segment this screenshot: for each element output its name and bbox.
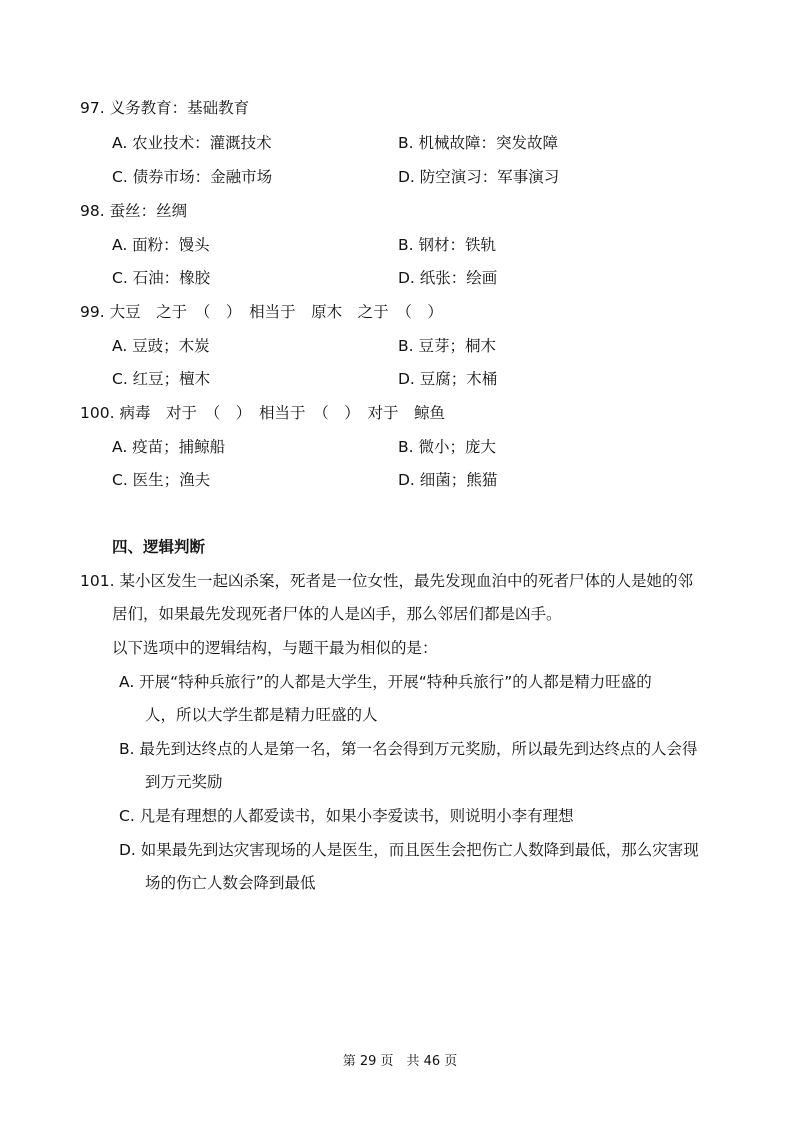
question-99-option-b: B. 豆芽；桐木	[398, 337, 496, 355]
question-101-stem-line2: 居们，如果最先发现死者尸体的人是凶手，那么邻居们都是凶手。	[112, 605, 562, 623]
question-99-option-a: A. 豆豉；木炭	[112, 337, 210, 355]
question-98-stem: 98. 蚕丝：丝绸	[80, 202, 188, 220]
question-100-stem: 100. 病毒 对于 （ ） 相当于 （ ） 对于 鲸鱼	[80, 404, 445, 422]
page-footer: 第 29 页 共 46 页	[342, 1054, 458, 1069]
question-101-option-c-line1: C. 凡是有理想的人都爱读书，如果小李爱读书，则说明小李有理想	[119, 807, 574, 825]
question-101-option-a-line2: 人，所以大学生都是精力旺盛的人	[145, 706, 378, 724]
question-101-stem-line1: 101. 某小区发生一起凶杀案，死者是一位女性，最先发现血泊中的死者尸体的人是她的邻	[80, 572, 693, 590]
question-97-option-c: C. 债券市场：金融市场	[112, 168, 273, 186]
question-101-option-b-line1: B. 最先到达终点的人是第一名，第一名会得到万元奖励，所以最先到达终点的人会得	[119, 740, 698, 758]
question-97-option-b: B. 机械故障：突发故障	[398, 134, 558, 152]
question-98-option-d: D. 纸张：绘画	[398, 269, 498, 287]
question-101-option-b-line2: 到万元奖励	[145, 773, 223, 791]
question-100-option-a: A. 疫苗；捕鲸船	[112, 438, 226, 456]
question-98-option-c: C. 石油：橡胶	[112, 269, 211, 287]
question-97-stem: 97. 义务教育：基础教育	[80, 99, 250, 117]
question-97-option-d: D. 防空演习：军事演习	[398, 168, 560, 186]
question-101-option-a-line1: A. 开展“特种兵旅行”的人都是大学生，开展“特种兵旅行”的人都是精力旺盛的	[119, 673, 652, 691]
question-101-prompt: 以下选项中的逻辑结构，与题干最为相似的是：	[112, 639, 438, 657]
section-heading: 四、逻辑判断	[112, 538, 206, 556]
question-101-option-d-line2: 场的伤亡人数会降到最低	[145, 874, 316, 892]
question-99-option-d: D. 豆腐；木桶	[398, 370, 498, 388]
question-101-option-d-line1: D. 如果最先到达灾害现场的人是医生，而且医生会把伤亡人数降到最低，那么灾害现	[119, 841, 699, 859]
question-99-stem: 99. 大豆 之于 （ ） 相当于 原木 之于 （ ）	[80, 303, 443, 321]
question-98-option-b: B. 钢材：铁轨	[398, 236, 496, 254]
question-100-option-d: D. 细菌；熊猫	[398, 471, 498, 489]
question-97-option-a: A. 农业技术：灌溉技术	[112, 134, 272, 152]
question-100-option-c: C. 医生；渔夫	[112, 471, 211, 489]
question-98-option-a: A. 面粉：馒头	[112, 236, 210, 254]
question-100-option-b: B. 微小；庞大	[398, 438, 496, 456]
question-99-option-c: C. 红豆；檀木	[112, 370, 211, 388]
